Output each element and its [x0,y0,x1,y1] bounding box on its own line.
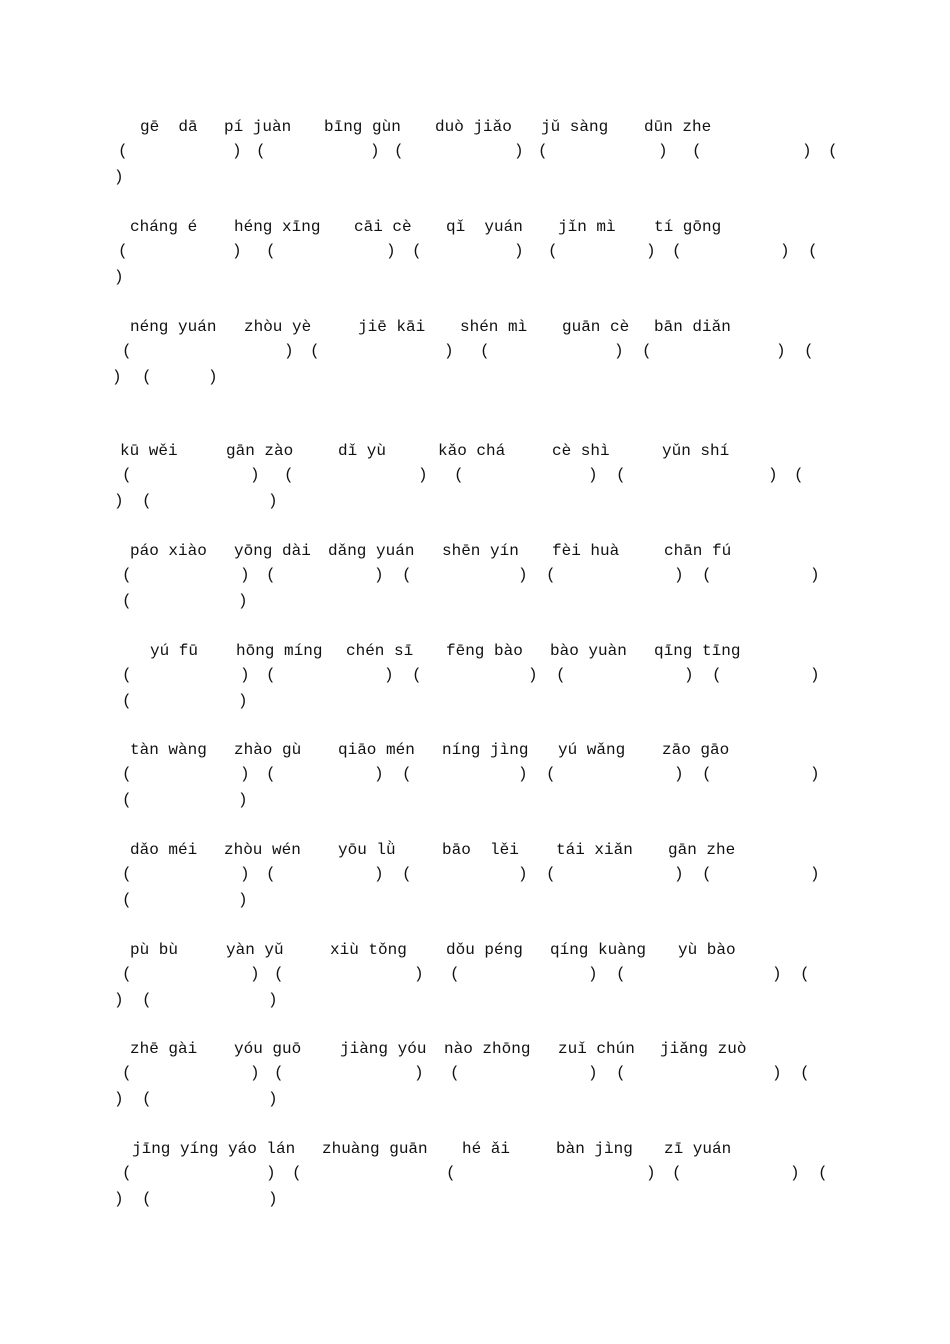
paren: ( [284,466,294,484]
pinyin-word: jīng yíng [132,1140,219,1158]
pinyin-word: shén mì [460,318,528,336]
paren: ) [374,765,384,783]
paren: ( [672,1164,682,1182]
paren: ) [418,466,428,484]
pinyin-word: zī yuán [664,1140,732,1158]
pinyin-word: bào yuàn [550,642,627,660]
pinyin-word: jiǎng zuò [660,1040,747,1058]
paren: ) [240,865,250,883]
pinyin-word: yàn yǔ [226,941,284,959]
paren: ) [114,1190,124,1208]
pinyin-word: níng jìng [442,741,529,759]
paren: ( [122,566,132,584]
pinyin-word: yú wǎng [558,741,626,759]
pinyin-word: fēng bào [446,642,523,660]
paren: ) [810,765,820,783]
pinyin-word: dūn zhe [644,118,712,136]
pinyin-word: zuǐ chún [558,1040,635,1058]
paren: ( [122,865,132,883]
paren: ) [646,242,656,260]
pinyin-word: cháng é [130,218,198,236]
paren: ) [658,142,668,160]
paren: ( [672,242,682,260]
paren: ) [250,1064,260,1082]
paren: ( [808,242,818,260]
paren: ( [702,566,712,584]
paren: ) [250,965,260,983]
exercise-row-1 [0,118,950,198]
paren: ( [702,765,712,783]
paren: ( [122,666,132,684]
pinyin-word: guān cè [562,318,630,336]
paren: ) [374,566,384,584]
pinyin-word: páo xiào [130,542,207,560]
paren: ( [274,965,284,983]
paren: ) [232,242,242,260]
pinyin-word: pù bù [130,941,179,959]
pinyin-word: yōng dài [234,542,311,560]
paren: ) [114,492,124,510]
paren: ( [122,965,132,983]
paren: ) [414,965,424,983]
pinyin-word: qǐ yuán [446,218,523,236]
paren: ( [818,1164,828,1182]
paren: ) [790,1164,800,1182]
exercise-row-3 [0,318,950,398]
paren: ) [514,142,524,160]
pinyin-word: yǔn shí [662,442,730,460]
paren: ( [450,965,460,983]
paren: ) [588,1064,598,1082]
pinyin-word: xiù tǒng [330,941,407,959]
paren: ( [642,342,652,360]
pinyin-word: chān fú [664,542,732,560]
pinyin-word: bīng gùn [324,118,401,136]
paren: ) [112,368,122,386]
paren: ) [768,466,778,484]
paren: ( [538,142,548,160]
pinyin-word: shēn yín [442,542,519,560]
exercise-row-8 [0,841,950,921]
paren: ) [208,368,218,386]
paren: ) [772,965,782,983]
paren: ) [240,566,250,584]
paren: ( [616,466,626,484]
exercise-row-4 [0,442,950,522]
paren: ) [386,242,396,260]
paren: ( [616,1064,626,1082]
paren: ) [810,566,820,584]
paren: ) [518,765,528,783]
pinyin-word: jiē kāi [358,318,426,336]
paren: ( [122,466,132,484]
pinyin-word: chén sī [346,642,414,660]
paren: ( [546,765,556,783]
paren: ( [122,592,132,610]
paren: ) [810,865,820,883]
paren: ) [776,342,786,360]
exercise-row-6 [0,642,950,722]
paren: ) [374,865,384,883]
paren: ) [384,666,394,684]
paren: ) [240,765,250,783]
paren: ) [802,142,812,160]
pinyin-word: yáo lán [228,1140,296,1158]
paren: ) [268,492,278,510]
pinyin-word: néng yuán [130,318,217,336]
paren: ( [794,466,804,484]
paren: ( [800,1064,810,1082]
paren: ) [518,865,528,883]
pinyin-word: gān zhe [668,841,736,859]
paren: ) [232,142,242,160]
paren: ) [684,666,694,684]
paren: ( [800,965,810,983]
pinyin-word: kǎo chá [438,442,506,460]
paren: ( [546,865,556,883]
paren: ( [274,1064,284,1082]
pinyin-word: tàn wàng [130,741,207,759]
paren: ( [450,1064,460,1082]
paren: ) [614,342,624,360]
pinyin-word: bān diǎn [654,318,731,336]
paren: ( [412,666,422,684]
pinyin-word: yú fū [150,642,199,660]
pinyin-word: dǐ yù [338,442,387,460]
paren: ) [414,1064,424,1082]
paren: ( [454,466,464,484]
paren: ) [810,666,820,684]
pinyin-word: tí gōng [654,218,722,236]
pinyin-word: tái xiǎn [556,841,633,859]
paren: ( [712,666,722,684]
exercise-row-5 [0,542,950,622]
pinyin-word: dǎo méi [130,841,198,859]
pinyin-word: hé ǎi [462,1140,511,1158]
paren: ( [480,342,490,360]
paren: ( [266,666,276,684]
paren: ) [514,242,524,260]
paren: ( [804,342,814,360]
paren: ( [402,765,412,783]
paren: ( [142,991,152,1009]
paren: ) [444,342,454,360]
pinyin-word: kū wěi [120,442,178,460]
paren: ( [266,566,276,584]
paren: ) [674,765,684,783]
paren: ( [122,692,132,710]
exercise-row-10 [0,1040,950,1120]
paren: ) [114,1090,124,1108]
paren: ( [266,765,276,783]
paren: ) [518,566,528,584]
pinyin-word: yù bào [678,941,736,959]
paren: ( [692,142,702,160]
paren: ) [238,891,248,909]
paren: ( [556,666,566,684]
pinyin-word: yóu guō [234,1040,302,1058]
paren: ( [266,865,276,883]
paren: ( [702,865,712,883]
pinyin-word: cè shì [552,442,610,460]
pinyin-word: hōng míng [236,642,323,660]
pinyin-word: qīng tīng [654,642,741,660]
paren: ( [118,142,128,160]
paren: ( [122,342,132,360]
paren: ) [268,1090,278,1108]
paren: ( [122,891,132,909]
paren: ( [310,342,320,360]
paren: ) [674,865,684,883]
paren: ( [266,242,276,260]
exercise-row-7 [0,741,950,821]
pinyin-word: dǒu péng [446,941,523,959]
paren: ( [546,566,556,584]
pinyin-word: zhuàng guān [322,1140,428,1158]
paren: ) [268,991,278,1009]
paren: ) [114,991,124,1009]
paren: ( [122,765,132,783]
paren: ( [256,142,266,160]
pinyin-word: nào zhōng [444,1040,531,1058]
paren: ) [238,592,248,610]
paren: ( [412,242,422,260]
pinyin-word: zhòu wén [224,841,301,859]
paren: ( [142,1190,152,1208]
pinyin-word: jǐn mì [558,218,616,236]
paren: ) [284,342,294,360]
pinyin-word: gān zào [226,442,294,460]
pinyin-word: pí juàn [224,118,292,136]
paren: ( [118,242,128,260]
paren: ) [588,965,598,983]
paren: ( [828,142,838,160]
pinyin-word: bāo lěi [442,841,519,859]
paren: ( [122,1164,132,1182]
paren: ) [588,466,598,484]
paren: ( [122,791,132,809]
paren: ( [548,242,558,260]
paren: ( [394,142,404,160]
paren: ( [616,965,626,983]
paren: ( [142,492,152,510]
exercise-row-2 [0,218,950,298]
pinyin-word: jǔ sàng [541,118,609,136]
paren: ) [250,466,260,484]
paren: ) [266,1164,276,1182]
paren: ) [674,566,684,584]
exercise-row-9 [0,941,950,1021]
paren: ) [238,692,248,710]
paren: ( [292,1164,302,1182]
paren: ( [142,1090,152,1108]
pinyin-word: zāo gāo [662,741,730,759]
pinyin-word: yōu lǜ [338,841,396,859]
pinyin-word: jiàng yóu [340,1040,427,1058]
pinyin-word: zhào gù [234,741,302,759]
paren: ( [142,368,152,386]
pinyin-word: qíng kuàng [550,941,647,959]
paren: ( [122,1064,132,1082]
pinyin-word: zhē gài [130,1040,198,1058]
pinyin-word: fèi huà [552,542,620,560]
exercise-row-11 [0,1140,950,1220]
paren: ( [402,566,412,584]
pinyin-word: héng xīng [234,218,321,236]
paren: ) [114,268,124,286]
pinyin-word: dǎng yuán [328,542,415,560]
paren: ) [238,791,248,809]
paren: ) [772,1064,782,1082]
paren: ) [240,666,250,684]
paren: ) [646,1164,656,1182]
paren: ( [402,865,412,883]
paren: ) [114,168,124,186]
pinyin-word: bàn jìng [556,1140,633,1158]
pinyin-word: cāi cè [354,218,412,236]
paren: ) [370,142,380,160]
paren: ( [446,1164,456,1182]
pinyin-word: duò jiǎo [435,118,512,136]
paren: ) [268,1190,278,1208]
paren: ) [780,242,790,260]
pinyin-word: qiāo mén [338,741,415,759]
pinyin-word: zhòu yè [244,318,312,336]
pinyin-word: gē dā [140,118,198,136]
paren: ) [528,666,538,684]
